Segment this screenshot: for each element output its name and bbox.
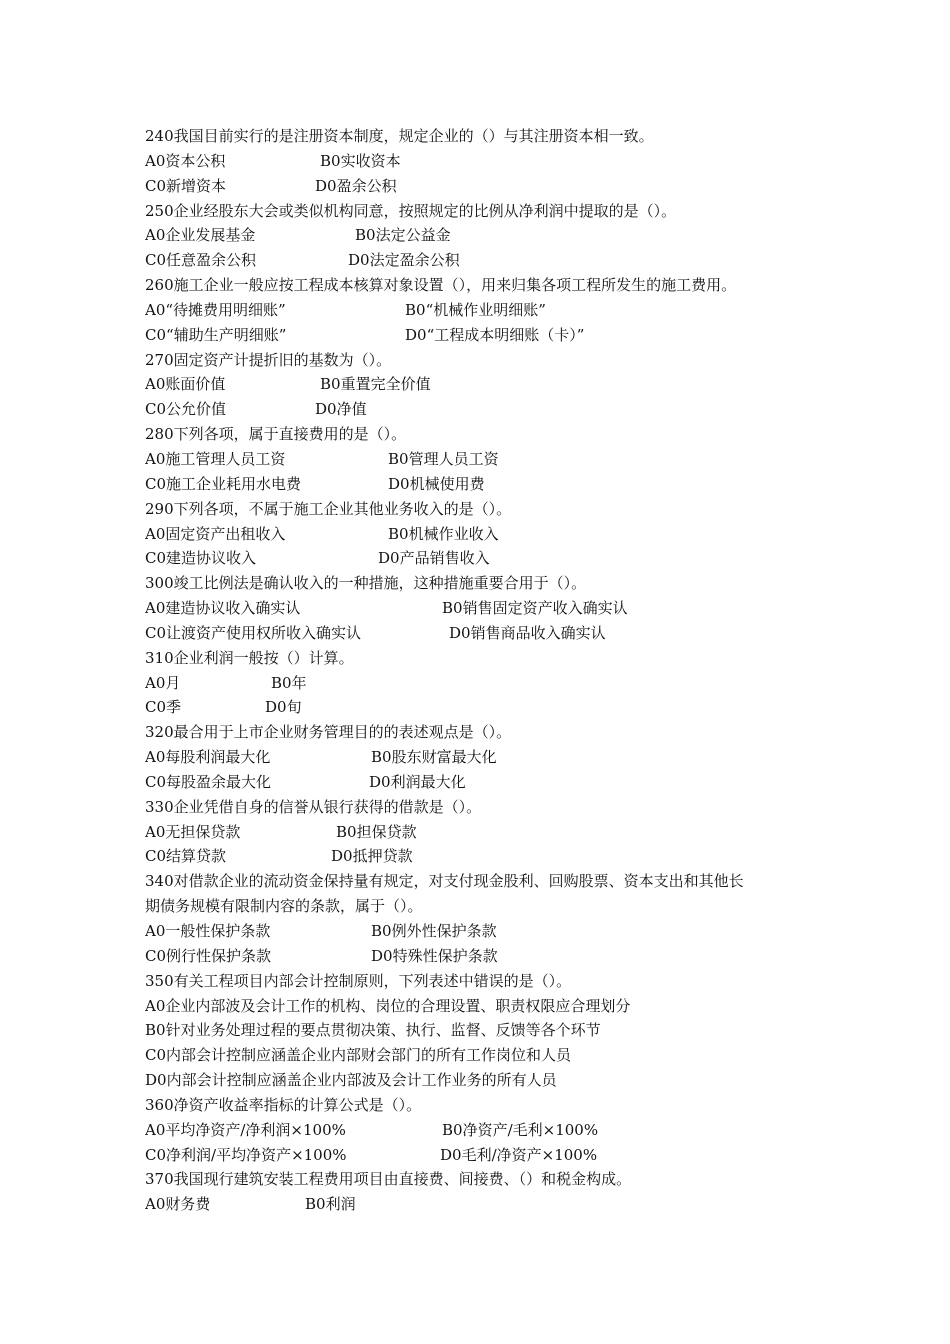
question-stem: 310企业利润一般按（）计算。: [145, 648, 354, 667]
option-text: D0抵押贷款: [331, 847, 413, 866]
option-text: A0“待摊费用明细账”: [145, 300, 286, 319]
option-row: [145, 1018, 825, 1043]
option-text: A0一般性保护条款: [145, 922, 271, 940]
option-row: [145, 174, 825, 199]
question-stem: 240我国目前实行的是注册资本制度，规定企业的（）与其注册资本相一致。: [145, 127, 654, 145]
option-text: D0净值: [315, 400, 367, 419]
option-text: C0净利润/平均净资产×100%: [145, 1145, 347, 1164]
question-stem: 260施工企业一般应按工程成本核算对象设置（），用来归集各项工程所发生的施工费用。: [145, 276, 737, 295]
option-row: [145, 596, 825, 621]
question-stem: 290下列各项，不属于施工企业其他业务收入的是（）。: [145, 499, 512, 518]
option-text: B0年: [271, 673, 307, 692]
question-block: [145, 1167, 825, 1217]
option-row: [145, 1118, 825, 1143]
option-text: A0月: [145, 673, 181, 692]
option-row: [145, 546, 825, 571]
option-row: [145, 745, 825, 770]
option-text: A0无担保贷款: [145, 822, 241, 841]
question-block: [145, 571, 825, 646]
option-row: [145, 323, 825, 348]
question-stem: 280下列各项，属于直接费用的是（）。: [145, 425, 407, 444]
option-text: B0管理人员工资: [388, 449, 499, 468]
question-block: [145, 124, 825, 199]
option-text: C0新增资本: [145, 176, 227, 195]
option-text: B0股东财富最大化: [371, 748, 497, 767]
option-text: B0例外性保护条款: [371, 922, 497, 940]
option-row: [145, 919, 825, 944]
question-stem: 270固定资产计提折旧的基数为（）。: [145, 350, 392, 369]
option-row: [145, 844, 825, 869]
question-block: [145, 273, 825, 348]
option-text: B0“机械作业明细账”: [405, 300, 546, 319]
option-row: [145, 447, 825, 472]
question-block: [145, 1093, 825, 1168]
option-row: [145, 372, 825, 397]
option-text: C0让渡资产使用权所收入确实认: [145, 623, 362, 642]
option-text: B0实收资本: [320, 151, 401, 170]
option-text: C0公允价值: [145, 400, 227, 419]
option-row: [145, 223, 825, 248]
question-stem: 250企业经股东大会或类似机构同意，按照规定的比例从净利润中提取的是（）。: [145, 201, 677, 220]
option-text: C0施工企业耗用水电费: [145, 474, 302, 493]
option-row: [145, 621, 825, 646]
option-text: C0每股盈余最大化: [145, 772, 272, 791]
option-text: B0针对业务处理过程的要点贯彻决策、执行、监督、反馈等各个环节: [145, 1021, 601, 1040]
option-text: A0财务费: [145, 1195, 211, 1214]
option-text: B0法定公益金: [355, 226, 451, 245]
option-text: A0资本公积: [145, 151, 226, 170]
option-text: D0销售商品收入确实认: [449, 623, 606, 642]
question-stem: 370我国现行建筑安装工程费用项目由直接费、间接费、（）和税金构成。: [145, 1170, 632, 1189]
option-row: [145, 944, 825, 969]
question-block: [145, 422, 825, 497]
option-text: D0内部会计控制应涵盖企业内部波及会计工作业务的所有人员: [145, 1071, 557, 1090]
option-text: C0任意盈余公积: [145, 251, 257, 270]
question-stem: 350有关工程项目内部会计控制原则，下列表述中错误的是（）。: [145, 971, 572, 990]
option-text: B0净资产/毛利×100%: [442, 1120, 599, 1139]
option-row: [145, 695, 825, 720]
option-row: [145, 248, 825, 273]
question-block: [145, 646, 825, 721]
option-text: A0每股利润最大化: [145, 748, 271, 767]
option-text: C0“辅助生产明细账”: [145, 325, 287, 344]
option-text: A0企业发展基金: [145, 226, 256, 245]
option-text: A0账面价值: [145, 375, 226, 394]
question-list: [145, 124, 825, 1217]
question-stem: 期债务规模有限制内容的条款，属于（）。: [145, 897, 423, 916]
option-row: [145, 1143, 825, 1168]
option-row: [145, 770, 825, 795]
option-text: B0销售固定资产收入确实认: [442, 599, 628, 618]
option-row: [145, 1068, 825, 1093]
question-block: [145, 869, 825, 968]
option-text: B0利润: [305, 1195, 356, 1214]
question-stem: 340对借款企业的流动资金保持量有规定，对支付现金股利、回购股票、资本支出和其他长: [145, 872, 744, 891]
option-row: [145, 149, 825, 174]
option-text: A0固定资产出租收入: [145, 524, 286, 543]
option-text: C0结算贷款: [145, 847, 227, 866]
option-row: [145, 671, 825, 696]
option-row: [145, 994, 825, 1019]
option-text: A0建造协议收入确实认: [145, 599, 301, 618]
option-text: B0担保贷款: [336, 822, 417, 841]
option-text: D0机械使用费: [388, 474, 485, 493]
option-row: [145, 397, 825, 422]
option-text: D0旬: [265, 698, 302, 717]
option-row: [145, 298, 825, 323]
question-block: [145, 720, 825, 795]
option-text: B0重置完全价值: [320, 375, 431, 394]
question-stem: 360净资产收益率指标的计算公式是（）。: [145, 1095, 422, 1114]
question-block: [145, 497, 825, 572]
question-block: [145, 348, 825, 423]
option-row: [145, 820, 825, 845]
option-text: A0平均净资产/净利润×100%: [145, 1120, 346, 1139]
option-row: [145, 1192, 825, 1217]
option-text: D0盈余公积: [315, 176, 397, 195]
option-text: D0产品销售收入: [378, 549, 490, 568]
option-text: B0机械作业收入: [388, 524, 499, 543]
question-stem: 330企业凭借自身的信誉从银行获得的借款是（）。: [145, 797, 482, 816]
question-block: [145, 199, 825, 274]
option-text: D0法定盈余公积: [348, 251, 460, 270]
question-block: [145, 795, 825, 870]
option-text: A0施工管理人员工资: [145, 449, 286, 468]
question-stem: 300竣工比例法是确认收入的一种措施，这种措施重要合用于（）。: [145, 574, 587, 593]
option-text: D0利润最大化: [369, 772, 466, 791]
question-block: [145, 969, 825, 1093]
question-stem: 320最合用于上市企业财务管理目的的表述观点是（）。: [145, 723, 512, 742]
option-text: D0“工程成本明细账（卡）”: [405, 325, 585, 344]
option-text: C0内部会计控制应涵盖企业内部财会部门的所有工作岗位和人员: [145, 1046, 572, 1065]
option-text: C0季: [145, 698, 182, 717]
option-text: C0建造协议收入: [145, 549, 257, 568]
option-row: [145, 472, 825, 497]
option-row: [145, 522, 825, 547]
option-text: C0例行性保护条款: [145, 946, 272, 965]
option-row: [145, 1043, 825, 1068]
option-text: D0特殊性保护条款: [371, 946, 498, 965]
option-text: A0企业内部波及会计工作的机构、岗位的合理设置、职责权限应合理划分: [145, 996, 631, 1015]
option-text: D0毛利/净资产×100%: [440, 1145, 598, 1164]
